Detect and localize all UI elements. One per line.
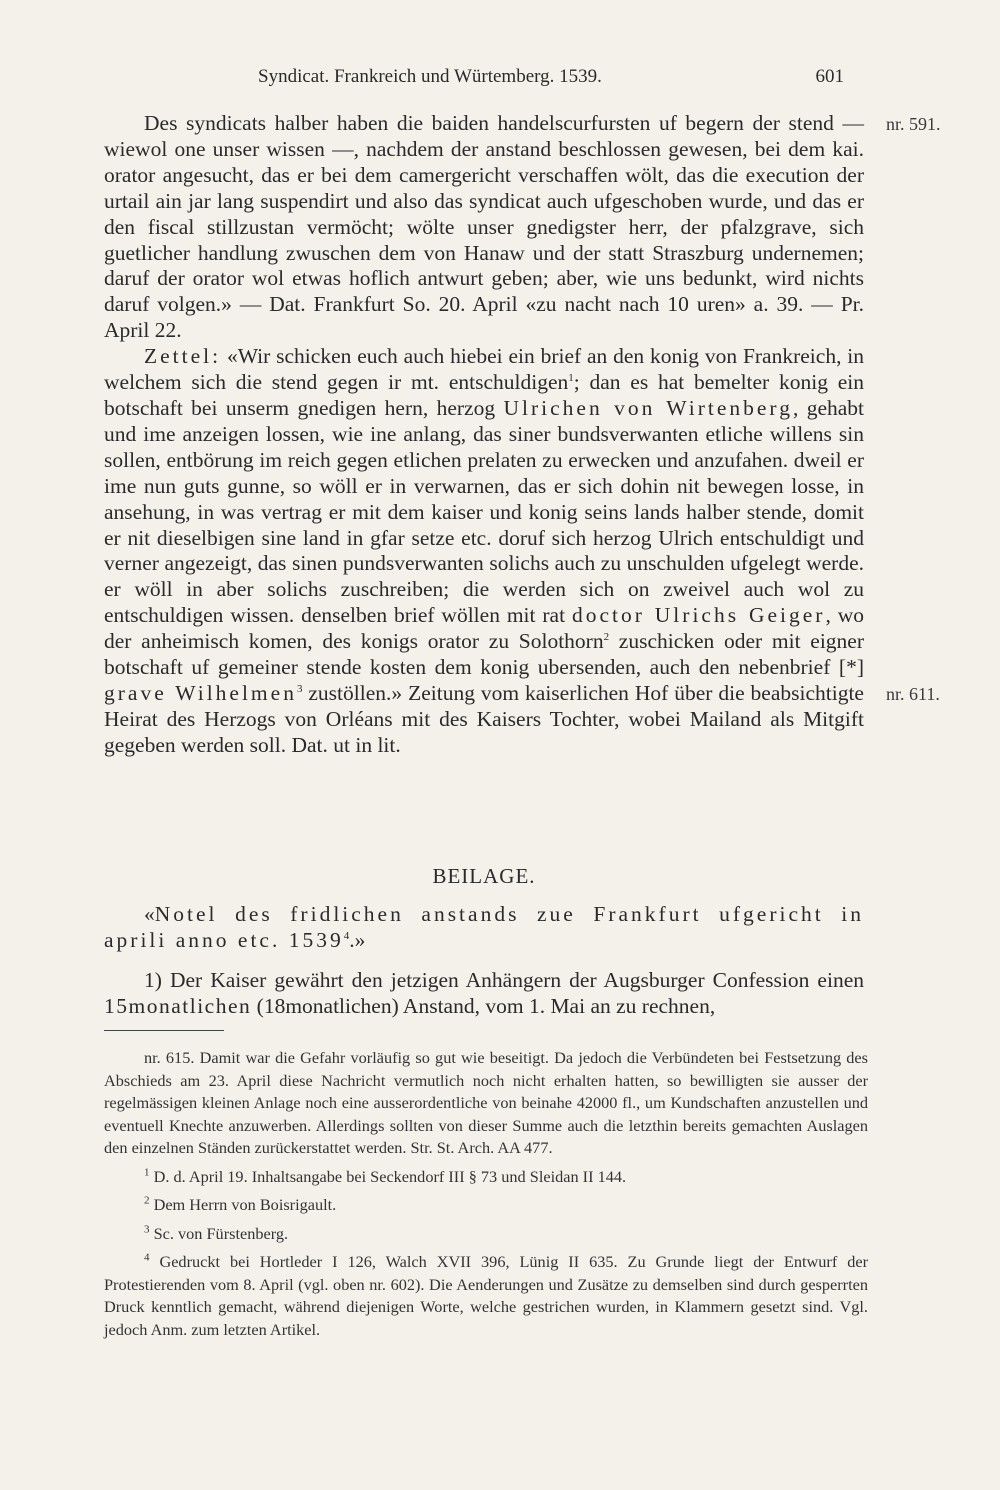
article-1-text-a: 1) Der Kaiser gewährt den jetzigen Anhängern der Augsburger Confession einen (144, 968, 864, 992)
running-header (104, 66, 864, 96)
main-text (104, 111, 864, 759)
zettel-text-c: , gehabt und ime anzeigen lossen, wie ine anlang, das siner bundsverwanten etliche willens sin sollen, entbörung im reich gegen etlichen prelaten zu erwecken und anzufahen. dweil er ime nun guts gunne, so wöll er in verwarnen, das er sich dohin nit bewegen losse, in ansehung, in was vertrag er mit dem kaiser und konig seins lands halber stende, domit er nit dieselbigen sine land in gfar setze etc. doruf sich herzog Ulrich entschuldigt und verner angezeigt, das sinen pundsverwanten solichs auch zu unschulden ufgelegt werde. er wöll in aber solichs zuschreiben; die werden sich on zweivel auch wol zu entschuldigen wissen. denselben brief wöllen mit rat (104, 395, 865, 628)
notel-title (104, 901, 864, 953)
footnote-3-text: Sc. von Fürstenberg. (153, 1223, 289, 1243)
name-ulrich: Ulrichen von Wirtenberg (503, 395, 793, 420)
notel-close-quote: .» (349, 928, 366, 952)
paragraph-syndicat: Des syndicats halber haben die baiden handelscurfursten uf begern der stend — wiewol one unser wissen —, nachdem der anstand beschlossen gewesen, bei dem kai. orator angesucht, das er bei dem camergericht verschaffen wölt, das die execution der urtail ain jar lang suspendirt und also das syndicat auch ufgeschoben wurde, und das er den fiscal stillzustan vermöcht; wölte unser gnedigster herr, der pfalzgrave, sich guetlicher handlung zwuschen dem von Hanaw und der statt Straszburg undernemen; daruf der orator wol etwas hoflich antwurt geben; aber, wie uns bedunkt, wird nichts daruf volgen.» — Dat. Frankfurt So. 20. April «zu nacht nach 10 uren» a. 39. — Pr. April 22. (104, 111, 864, 343)
footnote-3 (104, 1223, 868, 1246)
margin-note-611: nr. 611. (886, 684, 940, 704)
footnote-ref-4: 4 (343, 929, 350, 942)
name-wilhelm: grave Wilhelmen (104, 680, 297, 705)
margin-note-591: nr. 591. (886, 114, 941, 134)
footnote-4 (104, 1251, 868, 1341)
zettel-text-b: ; dan es hat bemelter konig ein botschaft bei unserm gnedigen hern, herzog (104, 370, 864, 420)
footnote-marker-4: 4 (144, 1251, 150, 1264)
notel-text: Notel des fridlichen anstands zue Frankfurt ufgericht in aprili anno etc. 1539 (104, 902, 864, 952)
article-1-spaced: 15monatlichen (104, 994, 252, 1018)
footnote-marker-2: 2 (144, 1194, 150, 1207)
zettel-text-e: zuschicken oder mit eigner botschaft uf gemeiner stende kosten dem konig ubersenden, auch den nebenbrief [*] (104, 629, 864, 680)
footnote-1-text: D. d. April 19. Inhaltsangabe bei Seckendorf III § 73 und Sleidan II 144. (153, 1166, 627, 1186)
footnote-ref-3: 3 (296, 682, 303, 695)
zettel-text-a: «Wir schicken euch auch hiebei ein brief an den konig von Frankreich, in welchem sich die stend gegen ir mt. entschuldigen (104, 344, 865, 395)
footnote-marker-3: 3 (144, 1223, 150, 1236)
article-1-text-b: (18monatlichen) Anstand, vom 1. Mai an zu rechnen, (251, 994, 716, 1018)
footnote-main: nr. 615. Damit war die Gefahr vorläufig so gut wie beseitigt. Da jedoch die Verbündeten bei Festsetzung des Abschieds am 23. April diese Nachricht vermutlich noch nicht erhalten hatten, so bewilligten sie ausser der regelmässigen kleinen Anlage noch eine ausserordentliche von beinahe 42000 fl., um Kundschaften anzustellen und eventuell Knechte anzuwerben. Allerdings sollten von dieser Summe auch die letzthin bereits gemachten Auslagen den einzelnen Ständen zurückerstattet werden. Str. St. Arch. AA 477. (104, 1048, 868, 1157)
notel-open-quote: « (144, 902, 155, 926)
footnote-ref-2: 2 (603, 630, 610, 643)
name-geiger: doctor Ulrichs Geiger (571, 603, 826, 628)
zettel-text-f: zustöllen.» Zeitung vom kaiserlichen Hof über die beabsichtigte Heirat des Herzogs von Orléans mit des Kaisers Tochter, wobei Mailand als Mitgift gegeben werden soll. Dat. ut in lit. (104, 680, 864, 757)
footnote-2 (104, 1194, 868, 1217)
footnote-divider (104, 1030, 224, 1031)
zettel-text-d: , wo der anheimisch komen, des konigs orator zu Solothorn (104, 603, 865, 654)
paragraph-zettel (104, 344, 864, 759)
zettel-label: Zettel: (144, 344, 222, 369)
footnote-2-text: Dem Herrn von Boisrigault. (153, 1195, 337, 1214)
footnote-1 (104, 1166, 868, 1189)
footnote-4-text: Gedruckt bei Hortleder I 126, Walch XVII 396, Lünig II 635. Zu Grunde liegt der Entwurf der Protestierenden vom 8. April (vgl. oben nr. 602). Die Aenderungen und Zusätze zu demselben sind durch gesperrten Druck kenntlich gemacht, während diejenigen Worte, welche gestrichen wurden, in Klammern gesetzt sind. Vgl. jedoch Anm. zum letzten Artikel. (104, 1252, 868, 1339)
article-1 (104, 967, 864, 1019)
footnote-ref-1: 1 (568, 371, 574, 384)
running-title: Syndicat. Frankreich und Würtemberg. 1539. (258, 66, 602, 87)
page-number: 601 (815, 66, 844, 87)
footnotes (104, 1047, 868, 1347)
footnote-marker-1: 1 (144, 1166, 150, 1179)
section-heading-beilage: BEILAGE. (432, 864, 536, 888)
